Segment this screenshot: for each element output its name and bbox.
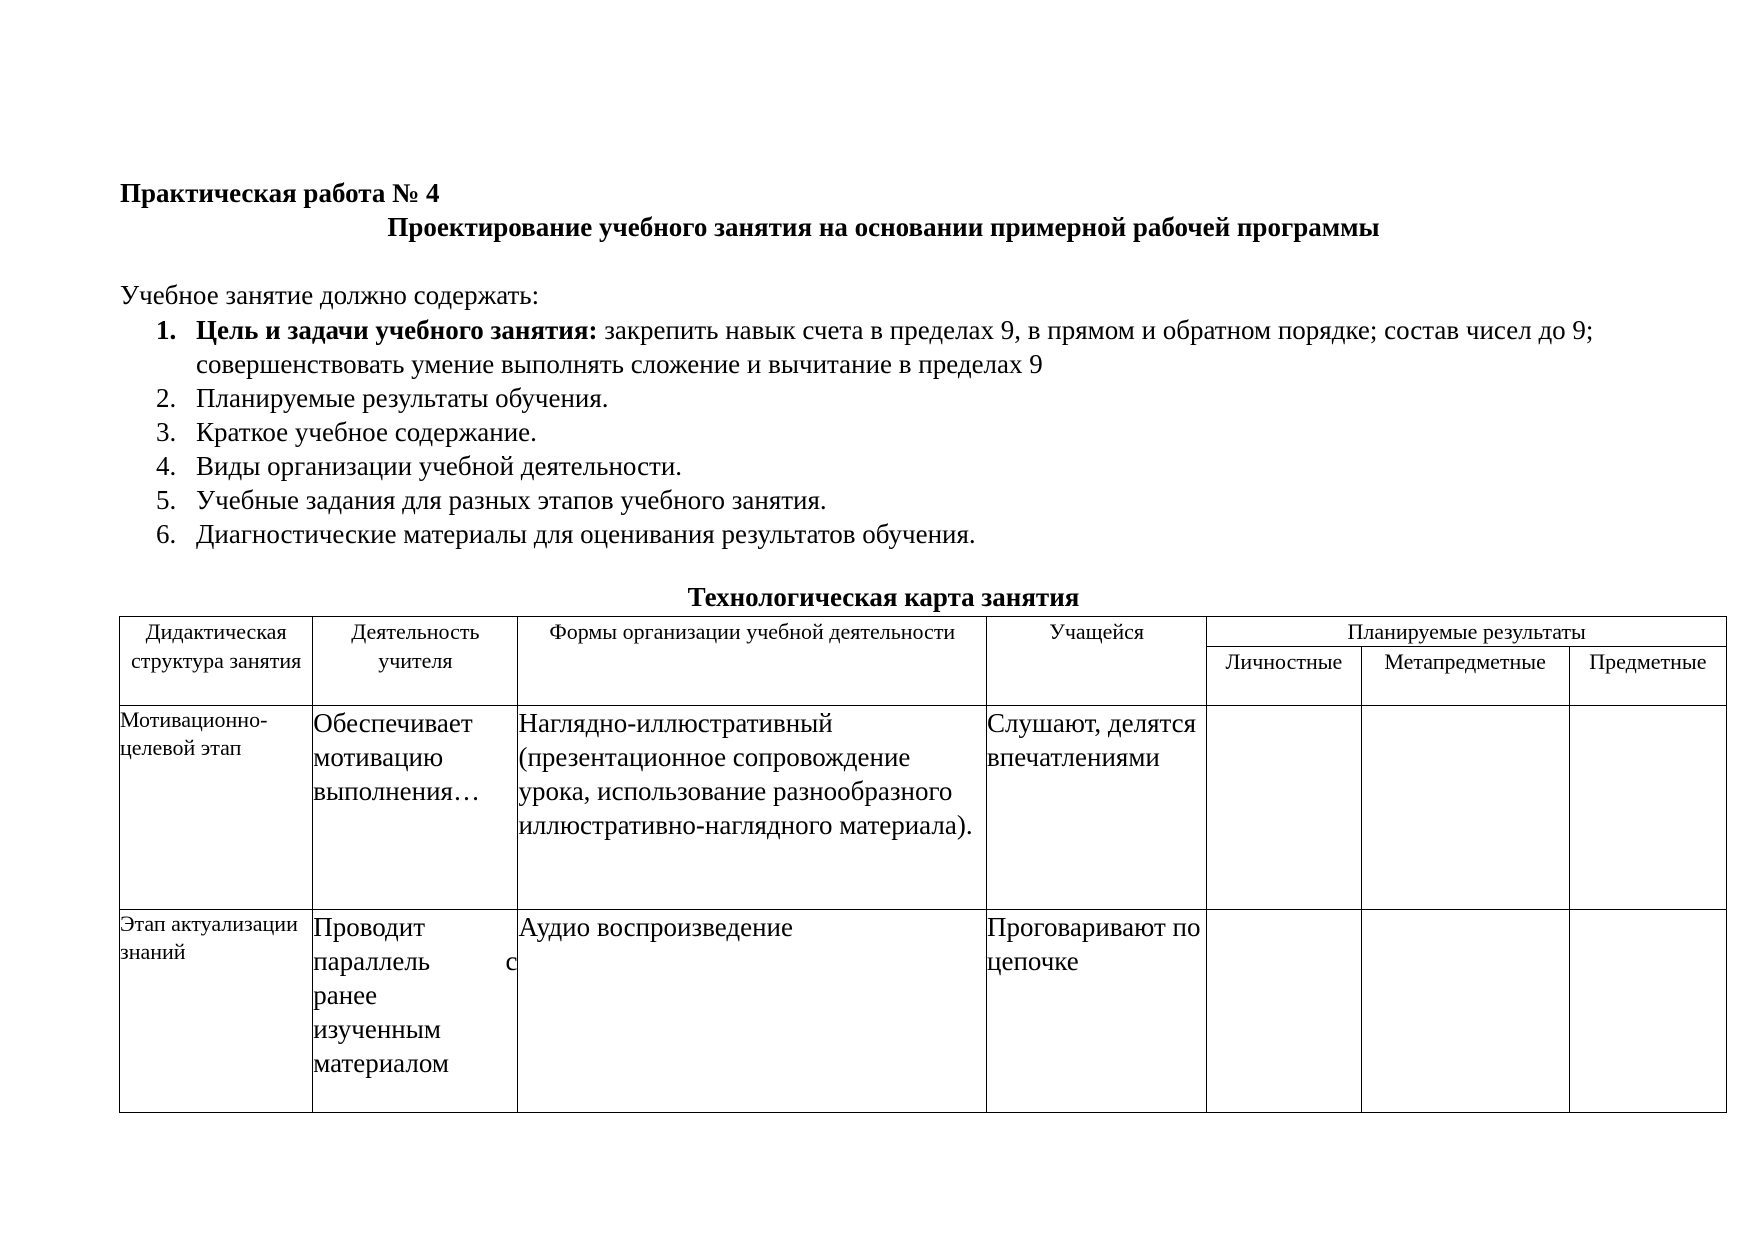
list-item xyxy=(120,313,1620,381)
header-forms: Формы организации учебной деятельности xyxy=(518,617,987,706)
forms-cell: Аудио воспроизведение xyxy=(518,910,987,1113)
technology-card-table xyxy=(119,616,1727,1113)
teacher-cell-word-6: материалом xyxy=(313,1048,449,1078)
forms-cell: Наглядно-иллюстративный (презентационное сопровождение урока, использование разнообразного иллюстративно-наглядного материала). xyxy=(518,706,987,910)
intro-text: Учебное занятие должно содержать: xyxy=(120,280,540,310)
personal-cell xyxy=(1207,910,1361,1113)
list-item xyxy=(120,449,1620,483)
student-cell: Проговаривают по цепочке xyxy=(987,910,1207,1113)
card-title: Технологическая карта занятия xyxy=(687,582,1080,612)
header-personal: Личностные xyxy=(1207,647,1361,706)
subject-cell xyxy=(1569,910,1726,1113)
teacher-cell-word-2: параллель xyxy=(313,946,431,976)
personal-cell xyxy=(1207,706,1361,910)
table-row xyxy=(120,910,1727,1113)
list-item-number: 1. xyxy=(156,315,177,345)
list-item-number: 2. xyxy=(156,383,177,413)
teacher-cell-word-1: Проводит xyxy=(313,912,426,942)
list-item-number: 4. xyxy=(156,451,177,481)
teacher-cell-line xyxy=(313,1046,517,1080)
list-item-number: 5. xyxy=(156,485,177,515)
requirements-list xyxy=(120,313,1620,551)
list-item-text: Планируемые результаты обучения. xyxy=(196,383,609,413)
list-item-number: 3. xyxy=(156,417,177,447)
document-subtitle: Проектирование учебного занятия на основании примерной рабочей программы xyxy=(387,212,1380,242)
table-header-row xyxy=(120,617,1727,647)
list-item-text: Диагностические материалы для оценивания результатов обучения. xyxy=(196,519,976,549)
list-item-number: 6. xyxy=(156,519,177,549)
teacher-cell-line xyxy=(313,910,517,944)
list-item-text: Виды организации учебной деятельности. xyxy=(196,451,683,481)
meta-cell xyxy=(1361,706,1569,910)
student-cell: Слушают, делятся впечатлениями xyxy=(987,706,1207,910)
teacher-cell-word-3: с xyxy=(505,946,518,976)
teacher-cell-line xyxy=(313,944,517,978)
header-structure: Дидактическая структура занятия xyxy=(120,617,313,706)
list-item-text: Краткое учебное содержание. xyxy=(196,417,537,447)
teacher-cell-word-4: ранее xyxy=(313,980,378,1010)
list-item-lead: Цель и задачи учебного занятия: xyxy=(196,315,598,345)
header-teacher: Деятельность учителя xyxy=(313,617,518,706)
header-subject: Предметные xyxy=(1569,647,1726,706)
list-item xyxy=(120,415,1620,449)
list-item xyxy=(120,517,1620,551)
list-item-text: Учебные задания для разных этапов учебного занятия. xyxy=(196,485,827,515)
stage-cell: Этап актуализации знаний xyxy=(120,910,313,1113)
stage-cell: Мотивационно-целевой этап xyxy=(120,706,313,910)
list-item-text: закрепить навык счета в пределах 9, в прямом и обратном порядке; состав чисел до 9; совершенствовать умение выполнять сложение и вычитание в пределах 9 xyxy=(196,315,1594,379)
teacher-cell-line xyxy=(313,978,517,1012)
teacher-cell-word-5: изученным xyxy=(313,1014,441,1044)
list-item xyxy=(120,483,1620,517)
teacher-cell xyxy=(313,910,518,1113)
document-title: Практическая работа № 4 xyxy=(120,178,440,208)
meta-cell xyxy=(1361,910,1569,1113)
table-row xyxy=(120,706,1727,910)
header-results: Планируемые результаты xyxy=(1207,617,1727,647)
list-item xyxy=(120,381,1620,415)
teacher-cell-line xyxy=(313,1012,517,1046)
subject-cell xyxy=(1569,706,1726,910)
teacher-cell: Обеспечивает мотивацию выполнения… xyxy=(313,706,518,910)
header-student: Учащейся xyxy=(987,617,1207,706)
header-meta: Метапредметные xyxy=(1361,647,1569,706)
